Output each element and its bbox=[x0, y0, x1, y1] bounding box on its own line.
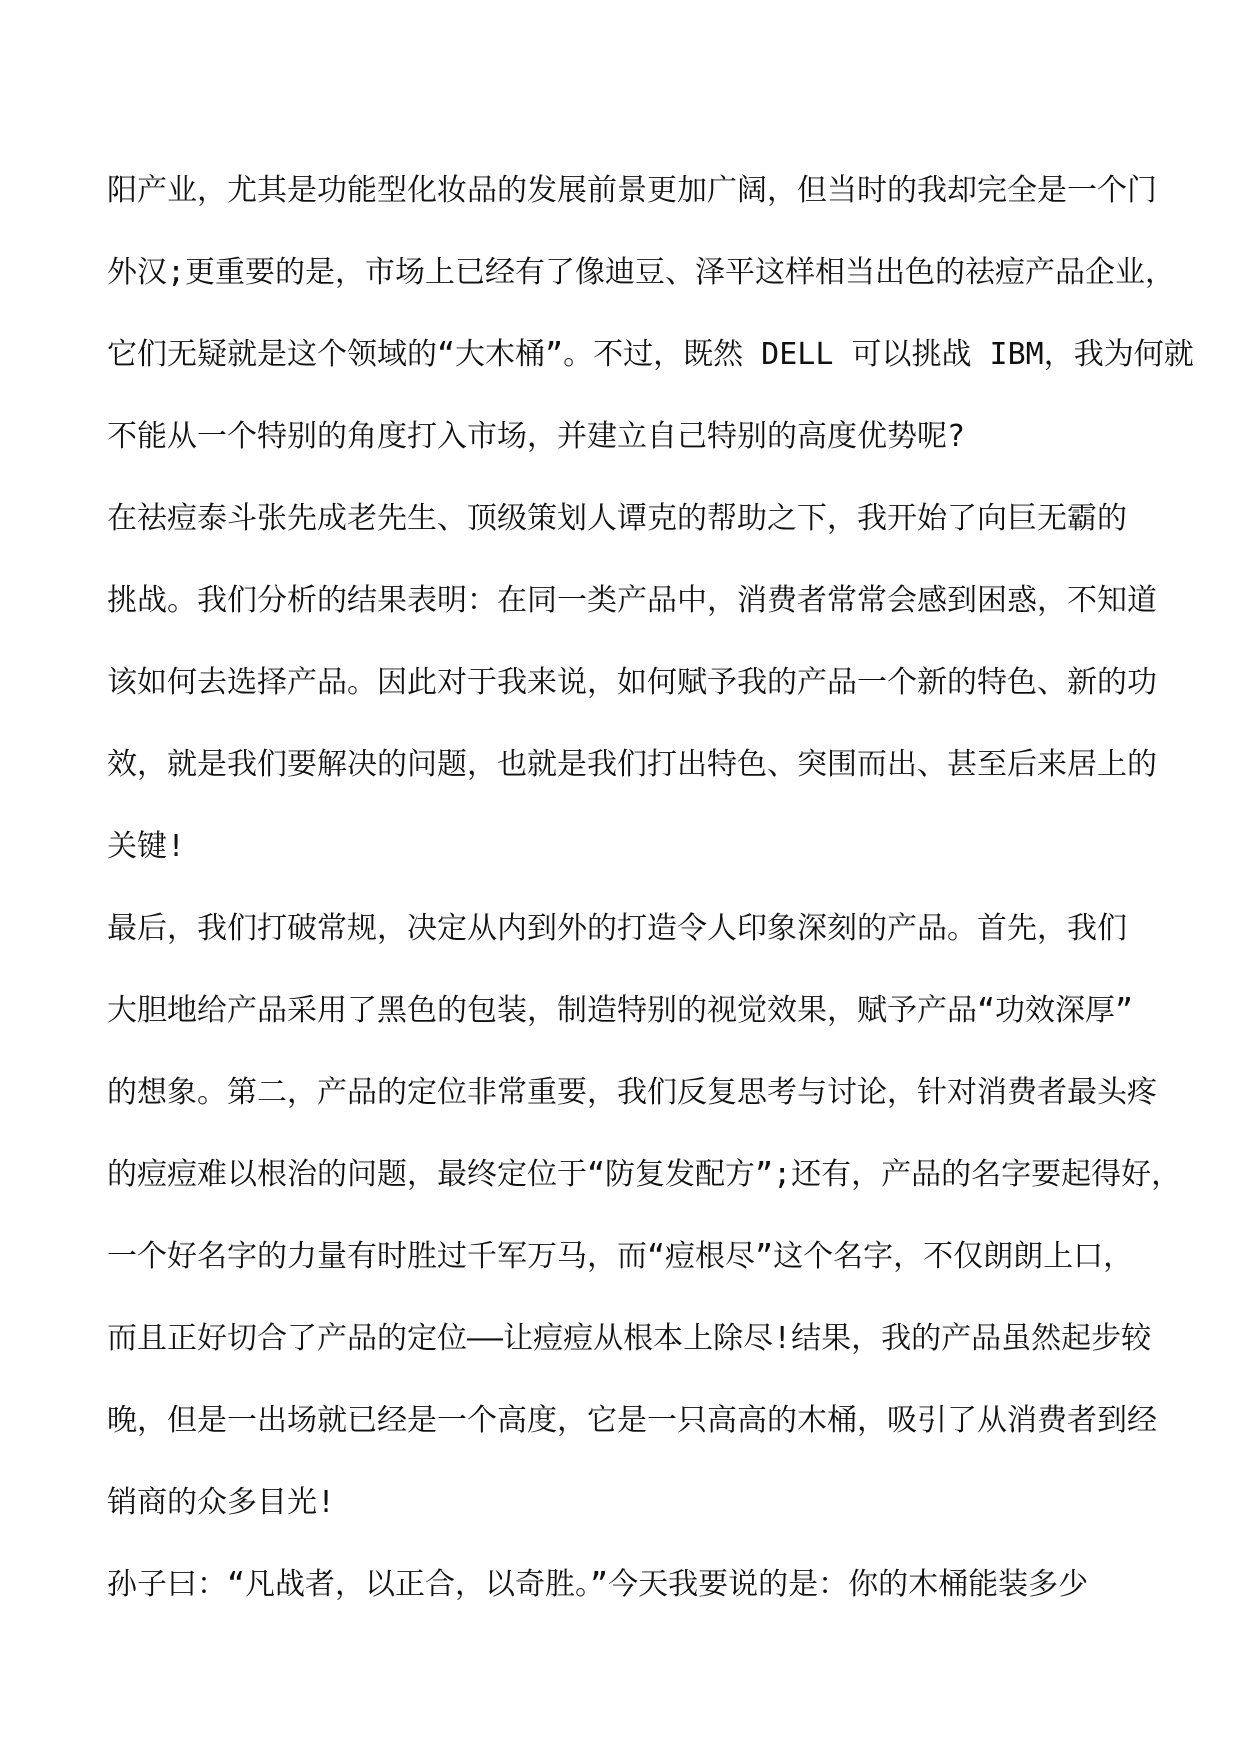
body-text bbox=[107, 161, 1194, 1637]
text-line: 在祛痘泰斗张先成老先生、顶级策划人谭克的帮助之下，我开始了向巨无霸的 bbox=[107, 501, 1127, 536]
text-line: 关键! bbox=[107, 829, 186, 864]
text-line: 挑战。我们分析的结果表明：在同一类产品中，消费者常常会感到困惑，不知道 bbox=[107, 583, 1157, 618]
text-line: 效，就是我们要解决的问题，也就是我们打出特色、突围而出、甚至后来居上的 bbox=[107, 747, 1157, 782]
text-line: 的想象。第二，产品的定位非常重要，我们反复思考与讨论，针对消费者最头疼 bbox=[107, 1075, 1157, 1110]
text-line: 一个好名字的力量有时胜过千军万马，而“痘根尽”这个名字，不仅朗朗上口， bbox=[107, 1239, 1134, 1274]
text-line: 大胆地给产品采用了黑色的包装，制造特别的视觉效果，赋予产品“功效深厚” bbox=[107, 993, 1134, 1028]
text-line: 而且正好切合了产品的定位——让痘痘从根本上除尽!结果，我的产品虽然起步较 bbox=[107, 1321, 1152, 1356]
text-line: 孙子曰：“凡战者，以正合，以奇胜。”今天我要说的是：你的木桶能装多少 bbox=[107, 1567, 1089, 1602]
text-line: 该如何去选择产品。因此对于我来说，如何赋予我的产品一个新的特色、新的功 bbox=[107, 665, 1157, 700]
text-line: 最后，我们打破常规，决定从内到外的打造令人印象深刻的产品。首先，我们 bbox=[107, 911, 1127, 946]
text-line: 外汉;更重要的是，市场上已经有了像迪豆、泽平这样相当出色的祛痘产品企业， bbox=[107, 255, 1176, 290]
text-line: 阳产业，尤其是功能型化妆品的发展前景更加广阔，但当时的我却完全是一个门 bbox=[107, 173, 1157, 208]
text-line: 销商的众多目光! bbox=[107, 1485, 336, 1520]
text-line: 它们无疑就是这个领域的“大木桶”。不过，既然 DELL 可以挑战 IBM，我为何就 bbox=[107, 337, 1194, 372]
text-line: 不能从一个特别的角度打入市场，并建立自己特别的高度优势呢? bbox=[107, 419, 966, 454]
text-line: 晚，但是一出场就已经是一个高度，它是一只高高的木桶，吸引了从消费者到经 bbox=[107, 1403, 1157, 1438]
text-line: 的痘痘难以根治的问题，最终定位于“防复发配方”;还有，产品的名字要起得好， bbox=[107, 1157, 1182, 1192]
